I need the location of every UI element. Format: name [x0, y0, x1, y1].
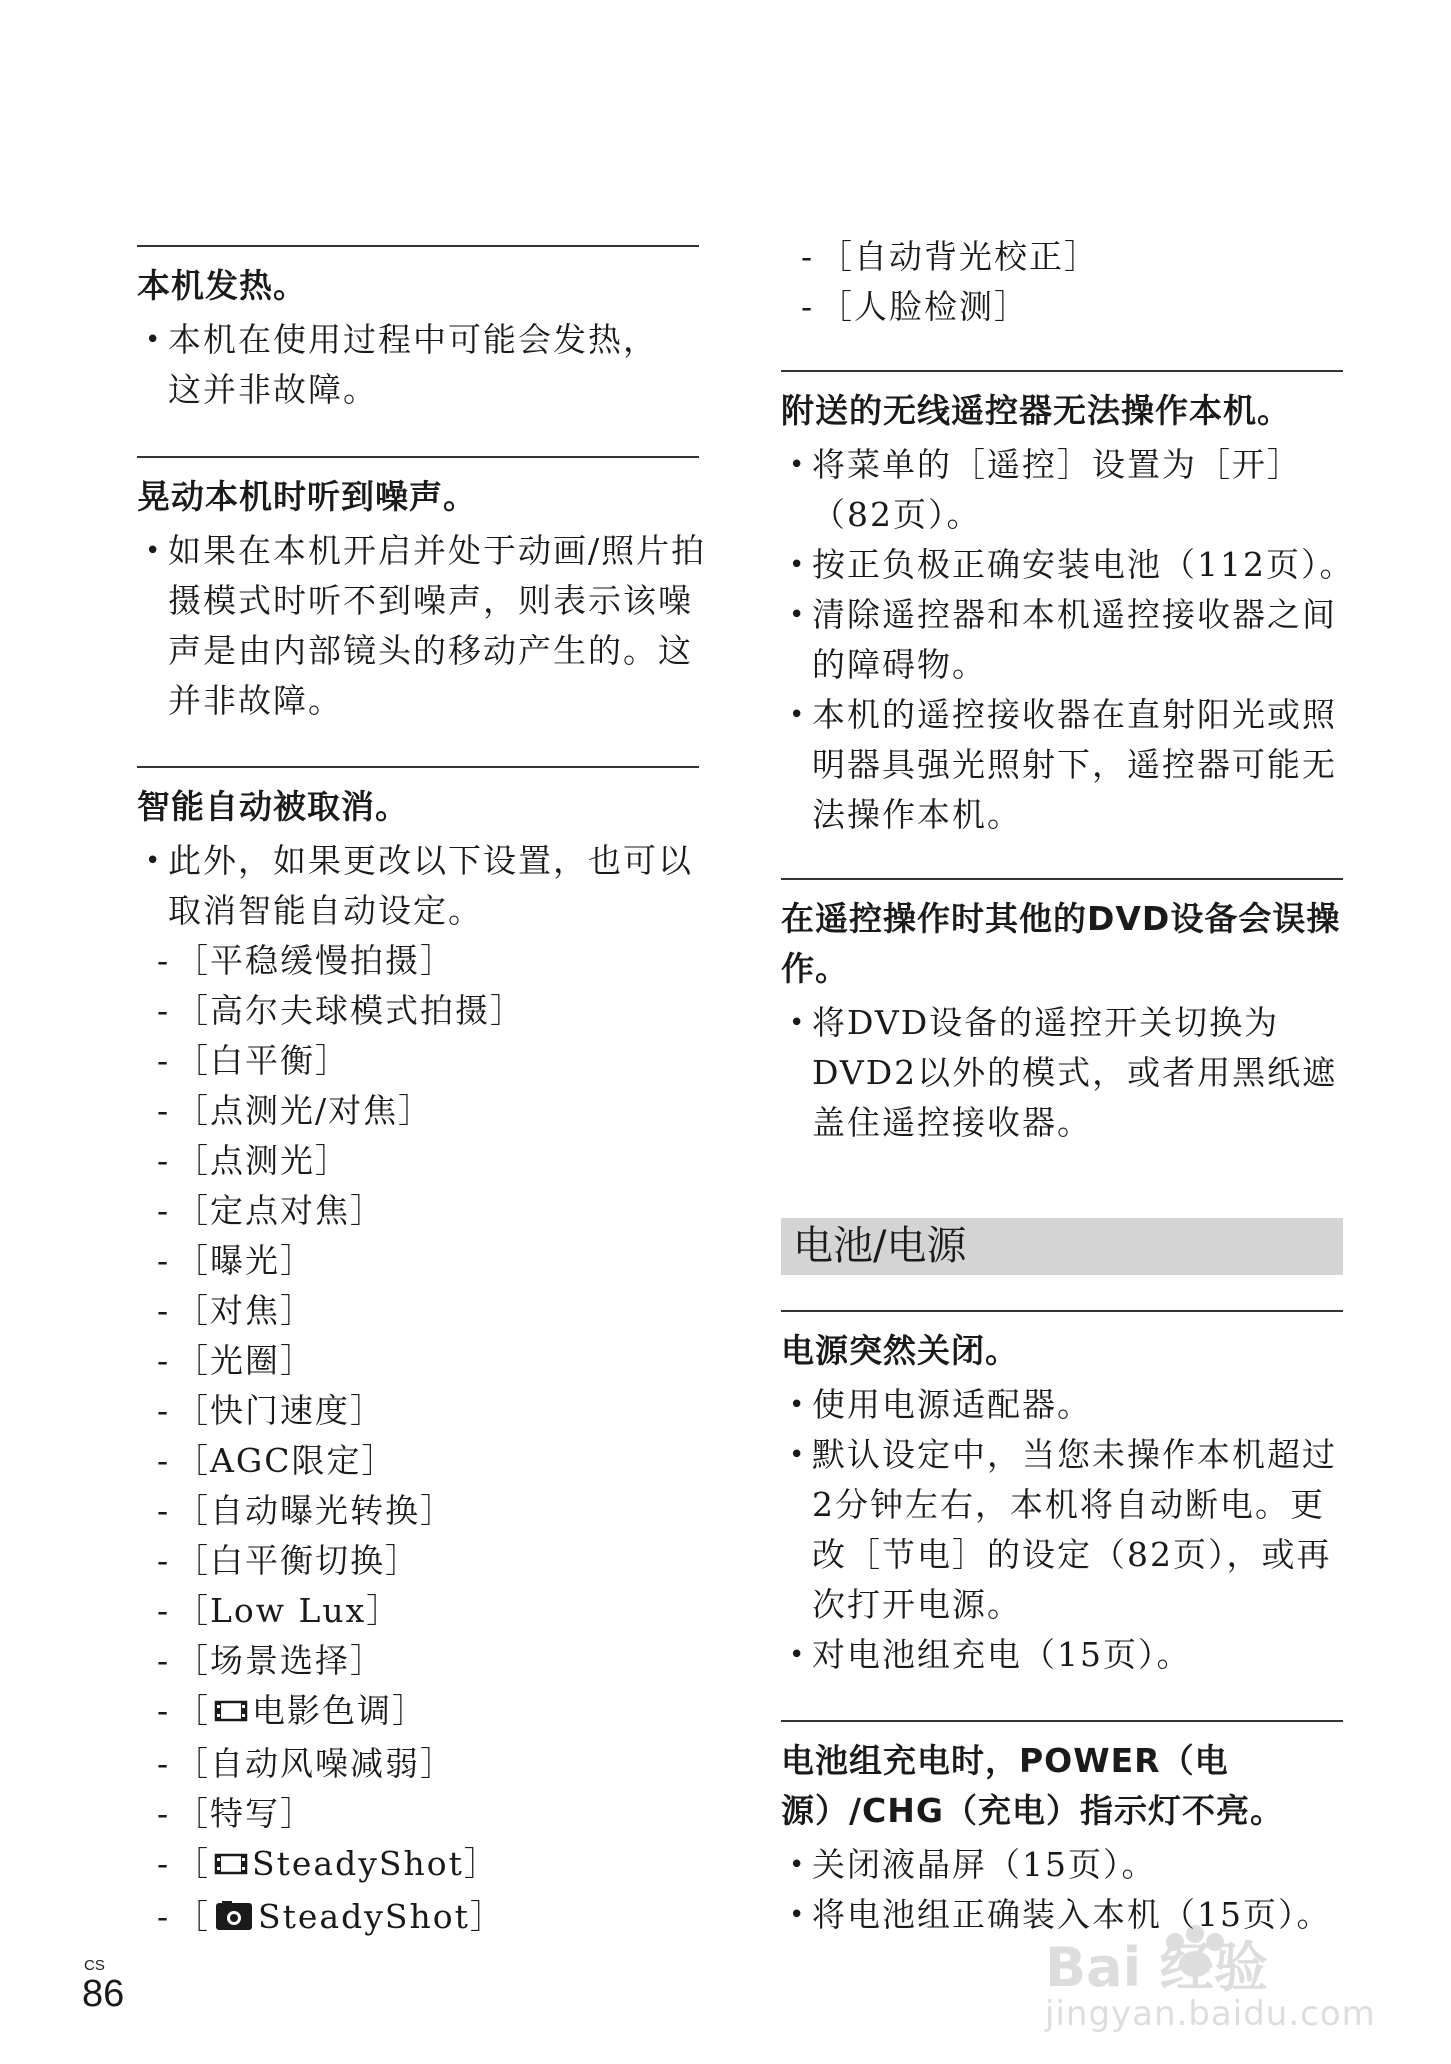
section-noise	[137, 456, 707, 726]
option-item: - ［场景选择］	[157, 1641, 385, 1680]
baidu-paw-logo	[1025, 1920, 1425, 2000]
bullet-item: • 将电池组正确装入本机（15页）。	[781, 1890, 1372, 1940]
top-option-list	[781, 232, 1343, 332]
section-heading: 在遥控操作时其他的DVD设备会误操作。	[781, 899, 1341, 988]
section-heading: 智能自动被取消。	[137, 787, 409, 826]
bullet-item: • 将菜单的［遥控］设置为［开］（82页）。	[781, 440, 1352, 540]
option-item: - ［白平衡］	[157, 1041, 350, 1080]
option-item: - ［自动背光校正］	[801, 237, 1099, 276]
bullet-item: • 使用电源适配器。	[781, 1380, 1352, 1430]
bullet-item: • 默认设定中，当您未操作本机超过2分钟左右，本机将自动断电。更改［节电］的设定（82页），或再次打开电源。	[781, 1430, 1352, 1630]
svg-text:Bai 经验: Bai 经验	[1045, 1936, 1268, 1999]
language-code: CS	[84, 1957, 105, 1974]
option-item: - ［点测光/对焦］	[157, 1091, 434, 1130]
bullet-item: • 清除遥控器和本机遥控接收器之间的障碍物。	[781, 590, 1352, 690]
bullet-item: • 关闭液晶屏（15页）。	[781, 1840, 1352, 1890]
bullet-item: • 本机的遥控接收器在直射阳光或照明器具强光照射下，遥控器可能无法操作本机。	[781, 690, 1352, 840]
bullet-item: • 此外，如果更改以下设置，也可以取消智能自动设定。	[137, 836, 708, 936]
section-heading: 电源突然关闭。	[781, 1331, 1019, 1370]
option-list	[137, 936, 699, 1945]
film-icon	[214, 1689, 248, 1739]
watermark-url: jingyan.baidu.com	[1045, 1994, 1376, 2034]
option-item: - ［对焦］	[157, 1291, 315, 1330]
page-number: 86	[82, 1973, 125, 2015]
option-item: - ［曝光］	[157, 1241, 315, 1280]
section-heading: 本机发热。	[137, 266, 307, 305]
section-remote-control	[781, 370, 1355, 840]
option-item: - ［特写］	[157, 1794, 315, 1833]
option-item-film-tone: - ［ 电影色调］	[137, 1686, 699, 1739]
option-item: - ［高尔夫球模式拍摄］	[157, 991, 525, 1030]
section-heading: 晃动本机时听到噪声。	[137, 477, 477, 516]
bullet-item: • 对电池组充电（15页）。	[781, 1630, 1352, 1680]
option-item: - ［人脸检测］	[801, 287, 1029, 326]
section-intelligent-auto	[137, 766, 699, 1945]
bullet-item: • 如果在本机开启并处于动画/照片拍摄模式时听不到噪声，则表示该噪声是由内部镜头的移动产生的。这并非故障。	[137, 526, 708, 726]
section-dvd-remote	[781, 878, 1343, 1148]
bullet-item: • 本机在使用过程中可能会发热，这并非故障。	[137, 315, 688, 415]
bullet-item: • 将DVD设备的遥控开关切换为DVD2以外的模式，或者用黑纸遮盖住遥控接收器。	[781, 998, 1352, 1148]
section-overheat	[137, 245, 699, 415]
option-item: - ［快门速度］	[157, 1391, 385, 1430]
bullet-item: • 按正负极正确安装电池（112页）。	[781, 540, 1372, 590]
section-heading: 附送的无线遥控器无法操作本机。	[781, 391, 1291, 430]
baidu-watermark	[1025, 1920, 1425, 2050]
option-item: - ［光圈］	[157, 1341, 315, 1380]
camera-icon	[214, 1895, 254, 1945]
section-heading: 电池组充电时，POWER（电源）/CHG（充电）指示灯不亮。	[781, 1741, 1284, 1830]
section-power-off	[781, 1310, 1343, 1680]
section-charging-lamp	[781, 1720, 1343, 1940]
option-item-steadyshot-photo: - ［ SteadyShot］	[137, 1892, 699, 1945]
option-item-steadyshot-movie: - ［ SteadyShot］	[137, 1839, 699, 1892]
option-item: - ［自动风噪减弱］	[157, 1744, 455, 1783]
option-item: - ［平稳缓慢拍摄］	[157, 941, 455, 980]
option-item: - ［点测光］	[157, 1141, 350, 1180]
option-item: - ［Low Lux］	[157, 1591, 402, 1630]
film-icon	[214, 1842, 248, 1892]
option-item: - ［自动曝光转换］	[157, 1491, 455, 1530]
option-item: - ［定点对焦］	[157, 1191, 385, 1230]
option-item: - ［AGC限定］	[157, 1441, 397, 1480]
option-item: - ［白平衡切换］	[157, 1541, 420, 1580]
section-banner-battery-power: 电池/电源	[781, 1218, 1343, 1275]
